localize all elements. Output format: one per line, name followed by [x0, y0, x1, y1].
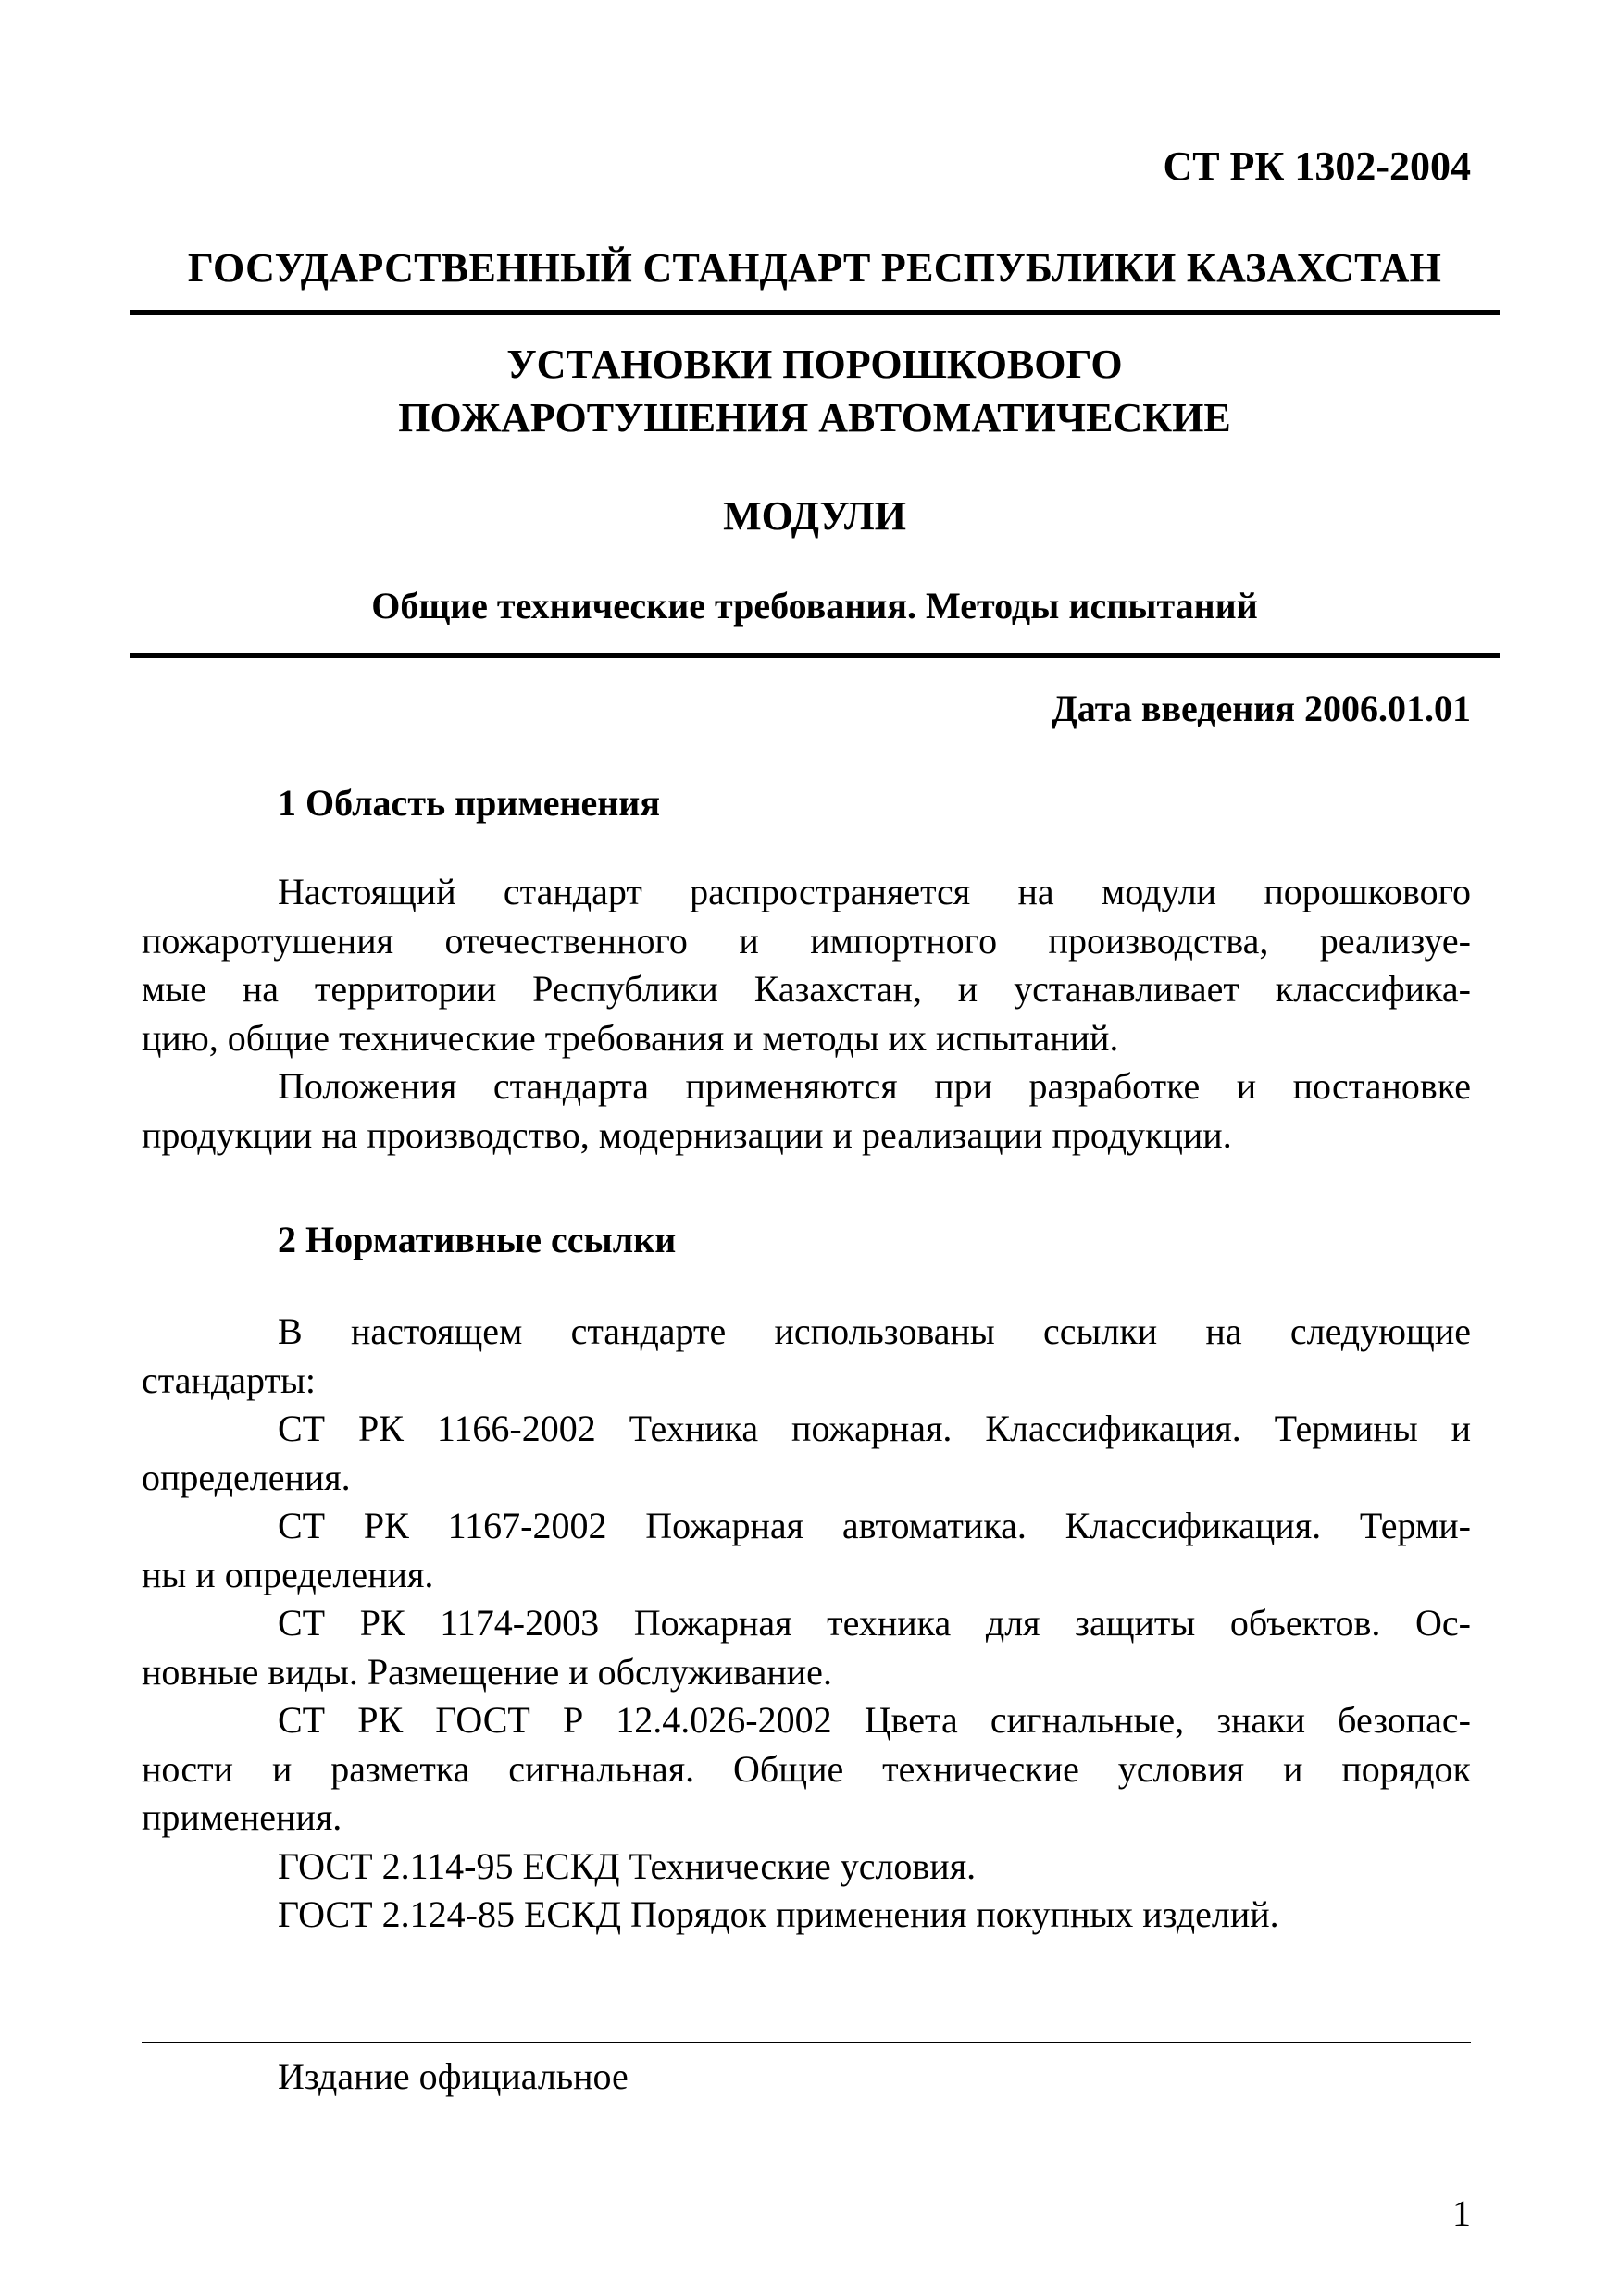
reference-item [142, 1696, 1471, 1843]
footnote-divider [142, 2042, 1471, 2043]
modules-title: МОДУЛИ [723, 493, 906, 539]
text-line: цию, общие технические требования и методы их испытаний. [142, 1016, 1119, 1059]
document-title [130, 338, 1500, 445]
text-line: СТ РК 1166-2002 Техника пожарная. Классификация. Термины и [278, 1408, 1471, 1449]
title-line-2: ПОЖАРОТУШЕНИЯ АВТОМАТИЧЕСКИЕ [398, 395, 1231, 441]
text-line: Положения стандарта применяются при разработке и постановке [278, 1065, 1471, 1107]
reference-item [142, 1599, 1471, 1696]
text-line: мые на территории Республики Казахстан, и устанавливает классифика- [142, 968, 1471, 1010]
reference-item [142, 1891, 1471, 1940]
edition-note: Издание официальное [278, 2055, 629, 2097]
section-2-body [142, 1308, 1471, 1940]
text-line: ности и разметка сигнальная. Общие технические условия и порядок [142, 1747, 1471, 1790]
introduction-date: Дата введения 2006.01.01 [1052, 688, 1471, 729]
document-subtitle: Общие технические требования. Методы испытаний [371, 585, 1258, 627]
section-2-heading: 2 Нормативные ссылки [278, 1219, 677, 1260]
title-line-1: УСТАНОВКИ ПОРОШКОВОГО [506, 341, 1123, 387]
text-line: продукции на производство, модернизации и реализации продукции. [142, 1113, 1232, 1156]
reference-item [142, 1502, 1471, 1599]
section-1-heading: 1 Область применения [278, 782, 660, 824]
section-1-body [142, 868, 1471, 1160]
page-number: 1 [1452, 2192, 1471, 2234]
text-line: ГОСТ 2.114-95 ЕСКД Технические условия. [278, 1844, 977, 1887]
text-line: применения. [142, 1796, 342, 1838]
text-line: ГОСТ 2.124-85 ЕСКД Порядок применения покупных изделий. [278, 1893, 1279, 1935]
text-line: пожаротушения отечественного и импортного производства, реализуе- [142, 919, 1471, 962]
text-line: ны и определения. [142, 1553, 434, 1595]
section-1-paragraph-1 [142, 868, 1471, 1062]
text-line: определения. [142, 1456, 351, 1498]
section-1-paragraph-2 [142, 1062, 1471, 1160]
reference-item [142, 1843, 1471, 1892]
text-line: СТ РК 1167-2002 Пожарная автоматика. Классификация. Терми- [278, 1505, 1471, 1546]
header-divider [130, 310, 1500, 315]
reference-item [142, 1405, 1471, 1502]
title-divider [130, 653, 1500, 658]
text-line: стандарты: [142, 1359, 316, 1401]
state-standard-title: ГОСУДАРСТВЕННЫЙ СТАНДАРТ РЕСПУБЛИКИ КАЗАХСТАН [187, 245, 1442, 291]
text-line: новные виды. Размещение и обслуживание. [142, 1650, 832, 1693]
text-line: В настоящем стандарте использованы ссылки на следующие [278, 1310, 1471, 1352]
text-line: Настоящий стандарт распространяется на модули порошкового [278, 871, 1471, 912]
section-2-intro [142, 1308, 1471, 1405]
text-line: СТ РК 1174-2003 Пожарная техника для защиты объектов. Ос- [278, 1602, 1471, 1644]
text-line: СТ РК ГОСТ Р 12.4.026-2002 Цвета сигнальные, знаки безопас- [278, 1699, 1471, 1741]
standard-designation: СТ РК 1302-2004 [1163, 143, 1471, 189]
